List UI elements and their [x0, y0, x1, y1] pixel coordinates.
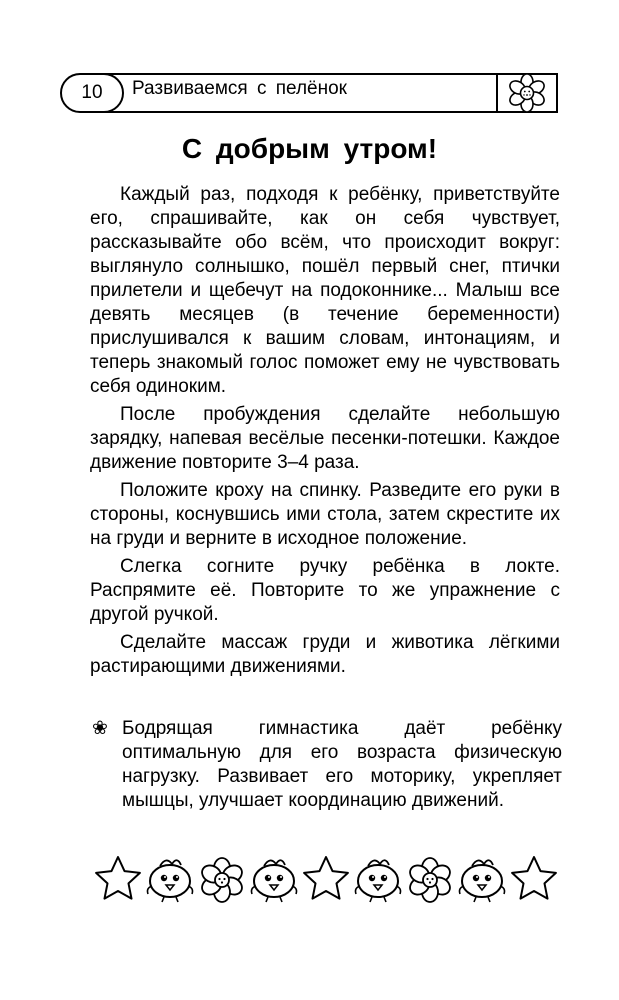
flower-ornament-icon	[199, 858, 245, 902]
decorative-border	[92, 852, 562, 908]
body-text	[90, 183, 560, 679]
paragraph: Сделайте массаж груди и животика лёгкими растирающими движениями.	[90, 632, 560, 677]
star-ornament-icon	[512, 857, 556, 899]
chick-ornament-icon	[460, 860, 505, 902]
star-ornament-icon	[96, 857, 140, 899]
running-header	[60, 73, 558, 111]
paragraph: Положите кроху на спинку. Разведите его руки в стороны, коснувшись ими стола, затем скрестите их на груди и верните в исходное положение.	[90, 480, 560, 549]
paragraph: Каждый раз, подходя к ребёнку, приветствуйте его, спрашивайте, как он себя чувствует, рассказывайте обо всём, что происходит вокруг: выглянуло солнышко, пошёл первый снег, птички прилетели и щебечут на подоконнике... Малыш все девять месяцев (в течение беременности) прислушивался к вашим словам, интонациям, и теперь знакомый голос поможет ему не чувствовать себя одиноким.	[90, 184, 560, 397]
chick-ornament-icon	[252, 860, 297, 902]
page-title: С добрым утром!	[181, 133, 438, 164]
header-flower-box	[496, 73, 558, 113]
flower-bullet-icon: ❀	[92, 718, 108, 739]
chick-ornament-icon	[356, 860, 401, 902]
page-number-text: 10	[81, 82, 103, 103]
page-number	[60, 73, 124, 113]
star-ornament-icon	[304, 857, 348, 899]
running-title: Развиваемся с пелёнок	[132, 78, 347, 99]
note-text: Бодрящая гимнастика даёт ребёнку оптимальную для его возраста физическую нагрузку. Развивает его моторику, укрепляет мышцы, улучшает координацию движений.	[122, 718, 562, 811]
note-block	[92, 717, 562, 813]
flower-ornament-icon	[407, 858, 453, 902]
chick-ornament-icon	[148, 860, 193, 902]
paragraph: После пробуждения сделайте небольшую зарядку, напевая весёлые песенки-потешки. Каждое движение повторите 3–4 раза.	[90, 404, 560, 473]
paragraph: Слегка согните ручку ребёнка в локте. Распрямите её. Повторите то же упражнение с другой ручкой.	[90, 556, 560, 625]
flower-icon	[506, 72, 548, 114]
